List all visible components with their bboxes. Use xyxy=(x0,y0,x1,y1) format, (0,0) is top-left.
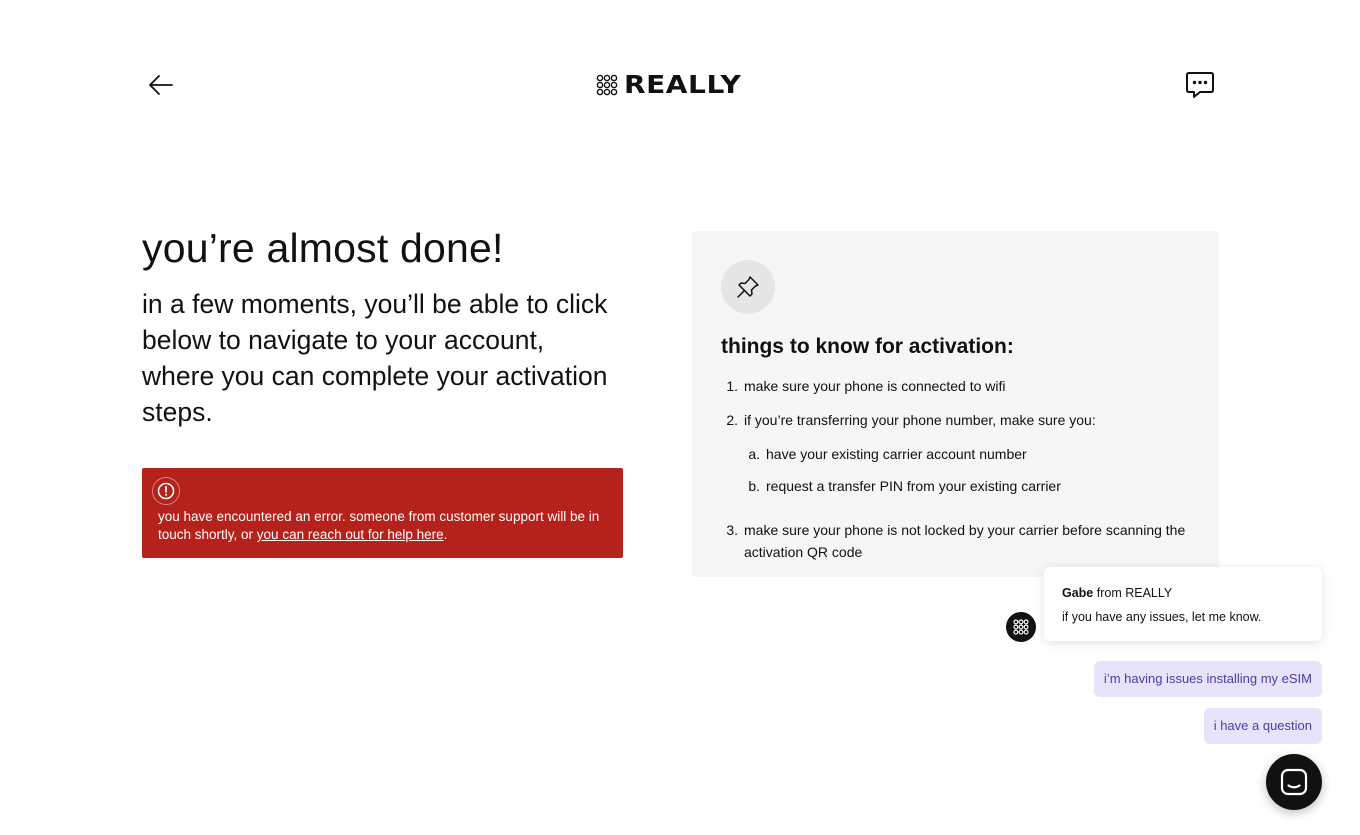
alert-circle-icon-wrapper xyxy=(152,477,180,505)
substeps xyxy=(744,443,1096,497)
error-text-before: you have encountered an error. someone from customer support will be in touch shortly, or xyxy=(158,509,600,542)
page-title: you’re almost done! xyxy=(142,225,504,271)
step-2 xyxy=(721,409,1191,507)
substep-a xyxy=(744,443,1096,465)
step-number: 3. xyxy=(726,522,738,538)
grid-dots-icon xyxy=(1013,619,1029,635)
substep-letter: b. xyxy=(748,478,760,494)
step-3 xyxy=(721,519,1191,563)
step-body xyxy=(744,409,1096,507)
sender-suffix: from REALLY xyxy=(1093,586,1173,600)
activation-info-card xyxy=(692,231,1219,577)
message-sender xyxy=(1062,585,1304,601)
grid-dots-icon xyxy=(596,74,618,96)
help-link[interactable]: you can reach out for help here xyxy=(256,527,444,542)
pin-icon-badge xyxy=(721,260,775,314)
chat-button[interactable] xyxy=(1184,69,1216,101)
chat-launcher-button[interactable] xyxy=(1266,754,1322,810)
substep-letter: a. xyxy=(748,446,760,462)
substep-b xyxy=(744,475,1096,497)
pin-icon xyxy=(735,274,761,300)
sender-name: Gabe xyxy=(1062,586,1094,600)
chat-launcher-icon xyxy=(1279,767,1309,797)
logo-text: REALLY xyxy=(624,70,742,99)
card-title: things to know for activation: xyxy=(721,335,1014,358)
alert-circle-icon xyxy=(157,482,175,500)
error-text-after: . xyxy=(443,527,448,542)
error-message xyxy=(158,508,608,544)
step-1 xyxy=(721,375,1191,397)
activation-steps xyxy=(721,375,1191,575)
step-text: if you’re transferring your phone number, make sure you: xyxy=(744,412,1096,428)
substep-text: have your existing carrier account number xyxy=(766,446,1027,462)
arrow-left-icon xyxy=(148,74,174,96)
substep-text: request a transfer PIN from your existing carrier xyxy=(766,478,1061,494)
chat-bubble-dots-icon xyxy=(1185,70,1215,100)
agent-avatar xyxy=(1006,612,1036,642)
logo[interactable] xyxy=(596,70,742,99)
step-number: 2. xyxy=(726,412,738,428)
back-button[interactable] xyxy=(146,70,176,100)
error-alert xyxy=(142,468,623,558)
step-text: make sure your phone is not locked by your carrier before scanning the activation QR code xyxy=(744,522,1186,560)
message-text: if you have any issues, let me know. xyxy=(1062,610,1262,624)
quick-reply-question[interactable]: i have a question xyxy=(1204,708,1322,744)
chat-message-bubble[interactable] xyxy=(1044,567,1322,641)
step-text: make sure your phone is connected to wifi xyxy=(744,378,1006,394)
quick-reply-esim[interactable]: i’m having issues installing my eSIM xyxy=(1094,661,1322,697)
step-number: 1. xyxy=(726,378,738,394)
page-subtitle: in a few moments, you’ll be able to click below to navigate to your account, where you can complete your activation steps. xyxy=(142,289,608,427)
